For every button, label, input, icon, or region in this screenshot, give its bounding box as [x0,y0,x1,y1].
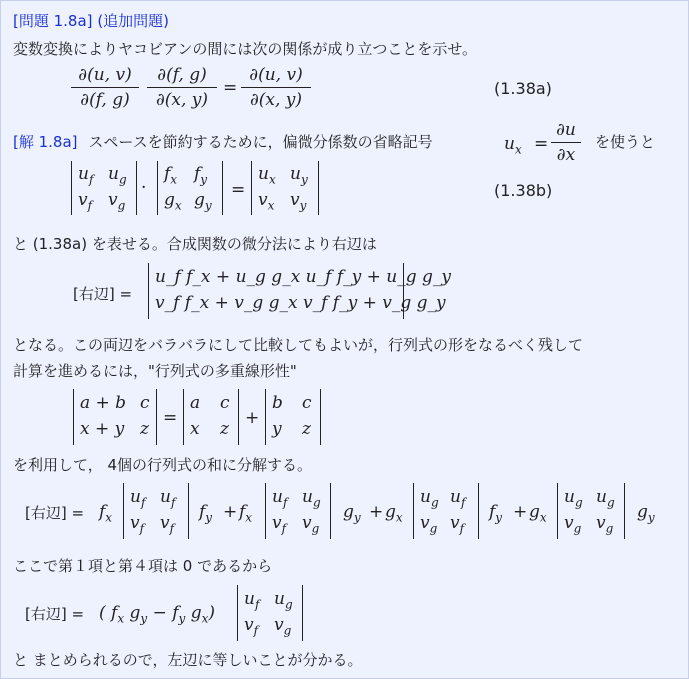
determinant-multilinear-1: a c x z [183,389,239,445]
conclusion-text: と まとめられるので，左辺に等しいことが分かる。 [13,651,363,669]
rhs2-tail-2: $g_y$ [343,502,361,525]
equation-number-138a: (1.38a) [494,79,552,98]
determinant-final: $u_f$ $u_g$ $v_f$ $v_g$ [237,585,303,641]
notation-ux: $u_x$ [504,134,522,157]
determinant-ux-uy-vx-vy: $u_x$ $u_y$ $v_x$ $v_y$ [251,161,319,215]
rhs-label-3: [右辺] = [25,605,85,623]
solution-label: [解 1.8a] [13,133,78,151]
notation-equals: = [534,134,549,154]
rhs3-factor: ( $f_x$ $g_y - f_y$ $g_x$) [99,603,216,626]
equation-number-138b: (1.38b) [494,181,553,200]
determinant-multilinear-2: b c y z [265,389,321,445]
problem-label: [問題 1.8a] [13,12,93,30]
determinant-term-3: $u_g$ $u_f$ $v_g$ $v_f$ [413,483,479,539]
problem-statement: 変数変換によりヤコビアンの間には次の関係が成り立つことを示せ。 [13,40,477,58]
determinant-uf-ug-vf-vg: $u_f$ $u_g$ $v_f$ $v_g$ [71,161,137,215]
solution-intro: [解 1.8a] スペースを節約するために，偏微分係数の省略記号 [13,133,433,151]
text-after-138b: と (1.38a) を表せる。合成関数の微分法により右辺は [13,235,377,253]
rhs-label-1: [右辺] = [73,285,133,303]
decomposition-text: を利用して， 4個の行列式の和に分解する。 [13,456,313,474]
rhs2-plus-2: + [369,502,384,522]
notation-partial-frac: ∂u ∂x [551,119,581,166]
jacobian-fg-xy: ∂(f, g) ∂(x, y) [147,64,217,111]
chain-rule-row-2: v_f f_x + v_g g_x v_f f_y + v_g g_y [155,293,446,313]
paragraph-2-line-1: となる。この両辺をバラバラにして比較してもよいが，行列式の形をなるべく残して [13,336,584,354]
multilinear-equals: = [163,408,178,428]
determinant-term-2: $u_f$ $u_g$ $v_f$ $v_g$ [265,483,331,539]
rhs2-tail-4: $g_y$ [637,502,655,525]
determinant-multilinear-lhs: a + b c x + y z [73,389,157,445]
rhs2-coef-3: $g_x$ [385,502,403,525]
rhs2-tail-3: $f_y$ [489,502,503,525]
equals-sign-b: = [231,180,246,200]
rhs2-plus-3: + [513,502,528,522]
jacobian-uv-fg: ∂(u, v) ∂(f, g) [71,64,139,111]
problem-suffix: (追加問題) [97,12,170,30]
jacobian-uv-xy: ∂(u, v) ∂(x, y) [241,64,311,111]
chain-rule-row-1: u_f f_x + u_g g_x u_f f_y + u_g g_y [155,267,451,287]
determinant-term-4: $u_g$ $u_g$ $v_g$ $v_g$ [557,483,625,539]
determinant-chain-rule [148,263,451,319]
rhs2-plus-1: + [223,502,238,522]
rhs2-coef-4: $g_x$ [529,502,547,525]
determinant-fx-fy-gx-gy: $f_x$ $f_y$ $g_x$ $g_y$ [157,161,223,215]
rhs2-coef-2: $f_x$ [239,502,253,525]
problem-header [13,11,169,31]
rhs2-coef-1: $f_x$ [99,502,113,525]
rhs2-tail-1: $f_y$ [199,502,213,525]
multilinear-plus: + [245,408,260,428]
rhs-label-2: [右辺] = [25,504,85,522]
dot-operator: · [141,178,147,198]
terms-zero-text: ここで第１項と第４項は 0 であるから [13,557,273,575]
paragraph-2-line-2: 計算を進めるには，"行列式の多重線形性" [13,362,297,380]
solution-intro-end: を使うと [595,133,656,151]
equals-sign: = [223,78,238,98]
determinant-term-1: $u_f$ $u_f$ $v_f$ $v_f$ [123,483,189,539]
